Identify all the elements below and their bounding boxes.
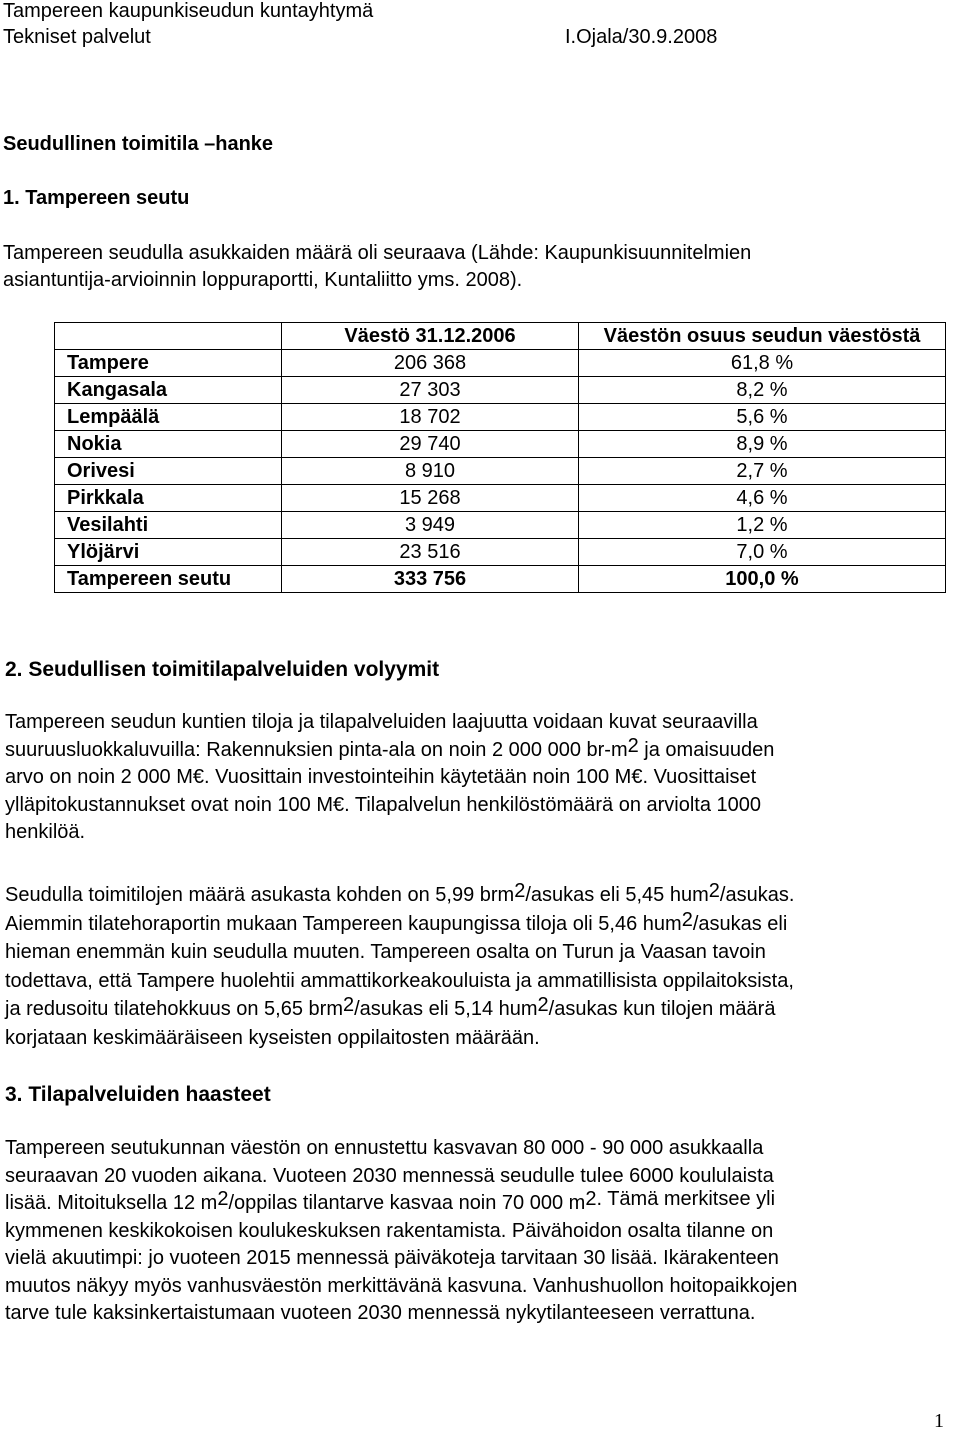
document-title: Seudullinen toimitila –hanke xyxy=(3,133,274,155)
table-header-municipality xyxy=(55,323,282,350)
row-population: 27 303 xyxy=(282,377,579,404)
paragraph-line: muutos näkyy myös vanhusväestön merkittävänä kasvuna. Vanhushuollon hoitopaikkojen xyxy=(5,1274,798,1297)
superscript: 2. xyxy=(585,1188,603,1210)
row-share: 5,6 % xyxy=(579,404,946,431)
row-population: 29 740 xyxy=(282,431,579,458)
paragraph-line: arvo on noin 2 000 M€. Vuosittain investointeihin käytetään noin 100 M€. Vuosittaiset xyxy=(5,766,757,788)
row-municipality: Vesilahti xyxy=(55,512,282,539)
section-2-heading: 2. Seudullisen toimitilapalveluiden volyymit xyxy=(5,658,440,681)
row-share: 7,0 % xyxy=(579,539,946,566)
total-label: Tampereen seutu xyxy=(55,566,282,593)
paragraph-line: ja redusoitu tilatehokkuus on 5,65 brm2/asukas eli 5,14 hum2/asukas kun tilojen määrä xyxy=(5,994,776,1020)
table-row xyxy=(55,431,946,458)
table-row xyxy=(55,485,946,512)
row-municipality: Nokia xyxy=(55,431,282,458)
table-total-row xyxy=(55,566,946,593)
row-population: 3 949 xyxy=(282,512,579,539)
total-population: 333 756 xyxy=(282,566,579,593)
header-dept: Tekniset palvelut xyxy=(3,26,151,48)
row-population: 206 368 xyxy=(282,350,579,377)
superscript: 2 xyxy=(342,994,355,1016)
superscript: 2 xyxy=(681,908,693,931)
row-population: 8 910 xyxy=(282,458,579,485)
paragraph-line: Seudulla toimitilojen määrä asukasta kohden on 5,99 brm2/asukas eli 5,45 hum2/asukas. xyxy=(5,880,795,906)
paragraph-line: Tampereen seutukunnan väestön on ennustettu kasvavan 80 000 - 90 000 asukkaalla xyxy=(5,1137,764,1159)
table-header-population: Väestö 31.12.2006 xyxy=(282,323,579,350)
row-municipality: Kangasala xyxy=(55,377,282,404)
table-row xyxy=(55,512,946,539)
table-row xyxy=(55,539,946,566)
superscript: 2 xyxy=(217,1188,229,1210)
paragraph-line: suuruusluokkaluvuilla: Rakennuksien pinta-ala on noin 2 000 000 br-m2 ja omaisuuden xyxy=(5,734,775,761)
paragraph-line: todettava, että Tampere huolehtii ammattikorkeakouluista ja ammatillisista oppilaitoksista, xyxy=(5,969,794,992)
superscript: 2 xyxy=(514,880,526,902)
row-population: 15 268 xyxy=(282,485,579,512)
section-1-heading: 1. Tampereen seutu xyxy=(3,187,190,209)
page-number: 1 xyxy=(934,1410,944,1432)
paragraph-line: ylläpitokustannukset ovat noin 100 M€. Tilapalvelun henkilöstömäärä on arviolta 1000 xyxy=(5,793,762,816)
paragraph-line: vielä akuutimpi: jo vuoteen 2015 mennessä päiväkoteja tarvitaan 30 lisää. Ikärakenteen xyxy=(5,1247,779,1269)
superscript: 2 xyxy=(627,734,639,757)
paragraph-line: Tampereen seudun kuntien tiloja ja tilapalveluiden laajuutta voidaan kuvat seuraavilla xyxy=(5,711,758,733)
table-row xyxy=(55,404,946,431)
row-municipality: Tampere xyxy=(55,350,282,377)
table-row xyxy=(55,350,946,377)
paragraph-line: kymmenen keskikokoisen koulukeskuksen rakentamista. Päivähoidon osalta tilanne on xyxy=(5,1219,774,1242)
section-1-intro-line-2: asiantuntija-arvioinnin loppuraportti, Kuntaliitto yms. 2008). xyxy=(3,269,523,291)
paragraph-line: henkilöä. xyxy=(5,821,86,843)
table-row xyxy=(55,377,946,404)
row-share: 2,7 % xyxy=(579,458,946,485)
paragraph-line: tarve tule kaksinkertaistumaan vuoteen 2030 mennessä nykytilanteeseen verrattuna. xyxy=(5,1302,756,1324)
row-share: 8,9 % xyxy=(579,431,946,458)
paragraph-line: lisää. Mitoituksella 12 m2/oppilas tilantarve kasvaa noin 70 000 m2. Tämä merkitsee yli xyxy=(5,1188,776,1214)
section-3-heading: 3. Tilapalveluiden haasteet xyxy=(5,1083,271,1106)
row-share: 1,2 % xyxy=(579,512,946,539)
row-population: 23 516 xyxy=(282,539,579,566)
row-municipality: Orivesi xyxy=(55,458,282,485)
row-share: 8,2 % xyxy=(579,377,946,404)
section-1-intro-line-1: Tampereen seudulla asukkaiden määrä oli seuraava (Lähde: Kaupunkisuunnitelmien xyxy=(3,242,752,264)
superscript: 2 xyxy=(708,880,720,902)
paragraph-line: seuraavan 20 vuoden aikana. Vuoteen 2030 mennessä seudulle tulee 6000 koululaista xyxy=(5,1164,774,1187)
row-share: 61,8 % xyxy=(579,350,946,377)
row-municipality: Ylöjärvi xyxy=(55,539,282,566)
section-3-paragraph-1 xyxy=(5,1135,797,1328)
header-author-date: I.Ojala/30.9.2008 xyxy=(565,26,718,48)
total-share: 100,0 % xyxy=(579,566,946,593)
paragraph-line: Aiemmin tilatehoraportin mukaan Tampereen kaupungissa tiloja oli 5,46 hum2/asukas eli xyxy=(5,908,788,935)
paragraph-line: hieman enemmän kuin seudulla muuten. Tampereen osalta on Turun ja Vaasan tavoin xyxy=(5,941,766,963)
row-share: 4,6 % xyxy=(579,485,946,512)
population-table xyxy=(54,322,946,593)
section-2-paragraph-2 xyxy=(5,881,794,1052)
table-header-row xyxy=(55,323,946,350)
paragraph-line: korjataan keskimääräiseen kyseisten oppilaitosten määrään. xyxy=(5,1026,540,1049)
superscript: 2 xyxy=(537,994,549,1016)
table-row xyxy=(55,458,946,485)
section-2-paragraph-1 xyxy=(5,709,774,847)
row-population: 18 702 xyxy=(282,404,579,431)
row-municipality: Lempäälä xyxy=(55,404,282,431)
row-municipality: Pirkkala xyxy=(55,485,282,512)
table-header-share: Väestön osuus seudun väestöstä xyxy=(579,323,946,350)
header-org: Tampereen kaupunkiseudun kuntayhtymä xyxy=(3,0,374,22)
